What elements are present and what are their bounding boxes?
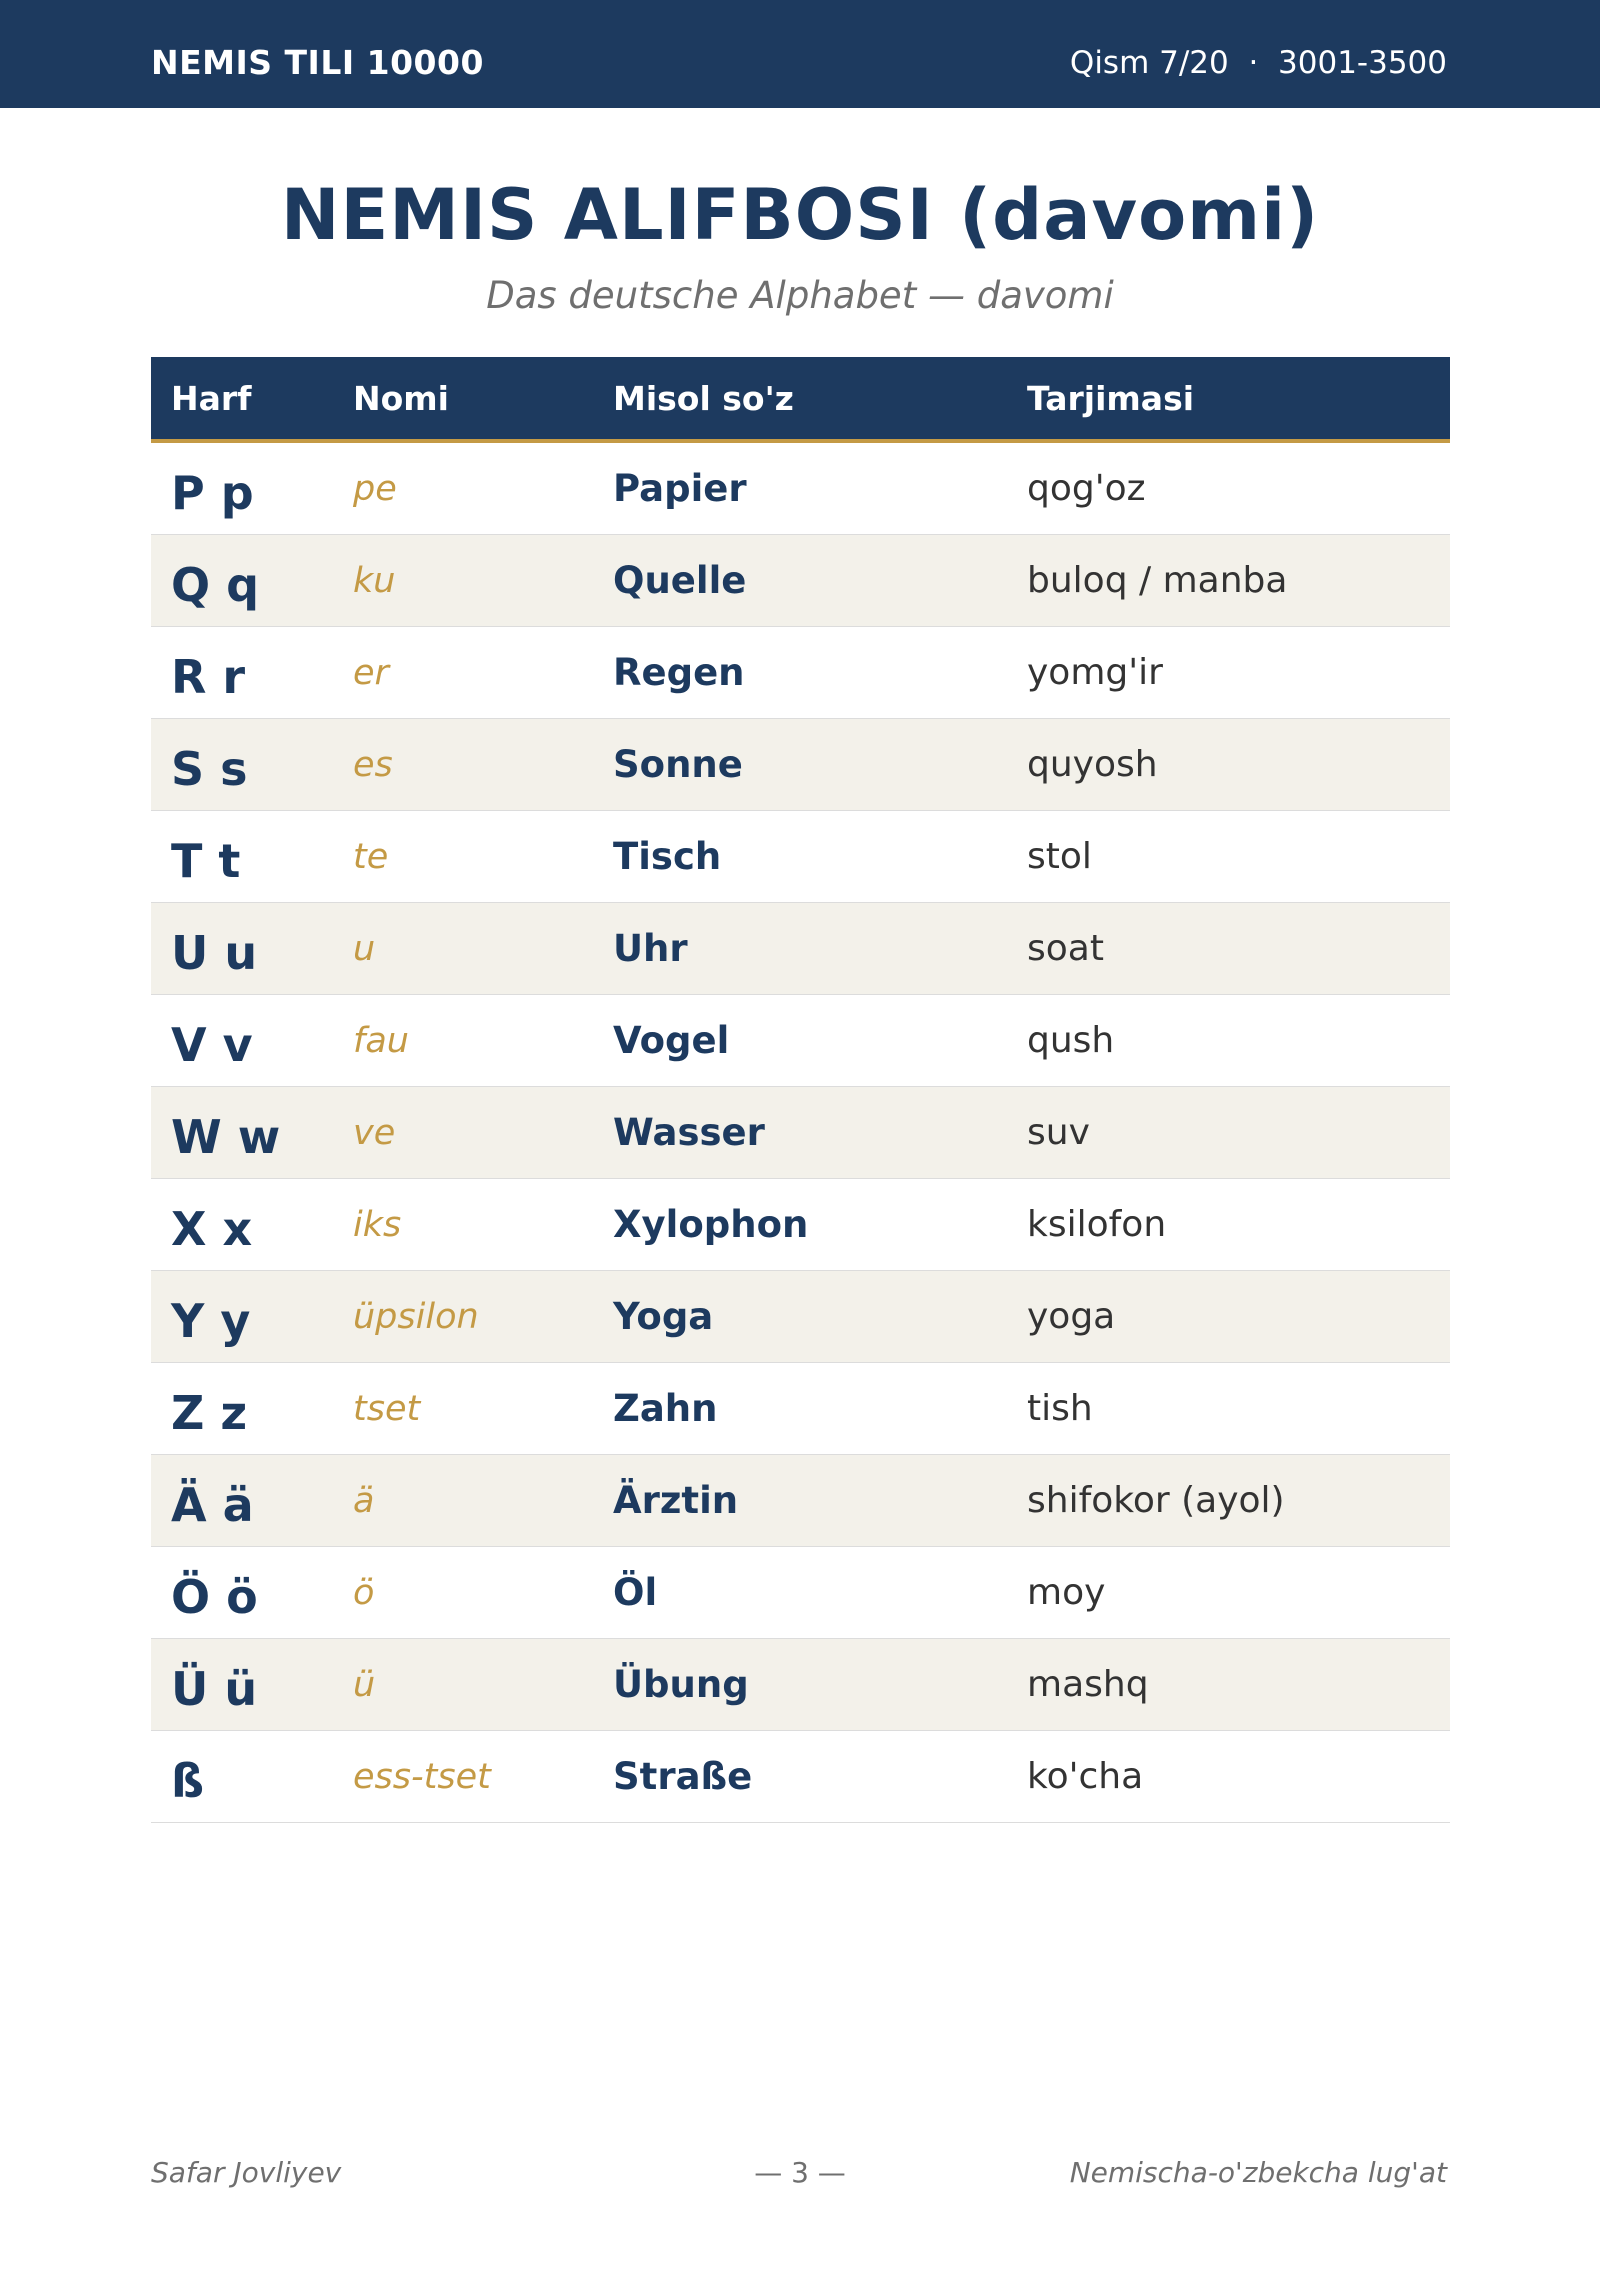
- letter-cell: W w: [151, 1087, 333, 1179]
- example-word-cell: Tisch: [593, 811, 1007, 903]
- translation-cell: qush: [1007, 995, 1450, 1087]
- letter-name-cell: tset: [333, 1363, 593, 1455]
- table-row: [151, 1547, 1450, 1639]
- footer-page-number: — 3 —: [754, 2156, 846, 2189]
- table-row: [151, 903, 1450, 995]
- translation-cell: soat: [1007, 903, 1450, 995]
- brand-title: NEMIS TILI 10000: [151, 43, 484, 82]
- letter-name-cell: ä: [333, 1455, 593, 1547]
- letter-cell: Y y: [151, 1271, 333, 1363]
- example-word-cell: Öl: [593, 1547, 1007, 1639]
- column-header-name: Nomi: [333, 357, 593, 441]
- letter-cell: Q q: [151, 535, 333, 627]
- translation-cell: tish: [1007, 1363, 1450, 1455]
- alphabet-table: [151, 357, 1450, 1823]
- translation-cell: yoga: [1007, 1271, 1450, 1363]
- column-header-letter: Harf: [151, 357, 333, 441]
- table-row: [151, 535, 1450, 627]
- example-word-cell: Straße: [593, 1731, 1007, 1823]
- translation-cell: ksilofon: [1007, 1179, 1450, 1271]
- letter-name-cell: ess-tset: [333, 1731, 593, 1823]
- example-word-cell: Uhr: [593, 903, 1007, 995]
- example-word-cell: Quelle: [593, 535, 1007, 627]
- footer-book-title: Nemischa-o'zbekcha lug'at: [1069, 2156, 1447, 2189]
- letter-name-cell: ü: [333, 1639, 593, 1731]
- translation-cell: yomg'ir: [1007, 627, 1450, 719]
- page-title: NEMIS ALIFBOSI (davomi): [280, 174, 1320, 256]
- table-row: [151, 1087, 1450, 1179]
- letter-cell: T t: [151, 811, 333, 903]
- letter-name-cell: er: [333, 627, 593, 719]
- letter-name-cell: u: [333, 903, 593, 995]
- column-header-example: Misol so'z: [593, 357, 1007, 441]
- letter-cell: Ö ö: [151, 1547, 333, 1639]
- example-word-cell: Vogel: [593, 995, 1007, 1087]
- translation-cell: shifokor (ayol): [1007, 1455, 1450, 1547]
- letter-name-cell: ve: [333, 1087, 593, 1179]
- letter-name-cell: ku: [333, 535, 593, 627]
- translation-cell: mashq: [1007, 1639, 1450, 1731]
- letter-cell: P p: [151, 441, 333, 535]
- table-row: [151, 719, 1450, 811]
- letter-name-cell: fau: [333, 995, 593, 1087]
- example-word-cell: Sonne: [593, 719, 1007, 811]
- letter-cell: X x: [151, 1179, 333, 1271]
- example-word-cell: Zahn: [593, 1363, 1007, 1455]
- translation-cell: moy: [1007, 1547, 1450, 1639]
- letter-cell: Z z: [151, 1363, 333, 1455]
- letter-cell: S s: [151, 719, 333, 811]
- translation-cell: stol: [1007, 811, 1450, 903]
- letter-name-cell: ö: [333, 1547, 593, 1639]
- letter-name-cell: iks: [333, 1179, 593, 1271]
- table-row: [151, 627, 1450, 719]
- table-row: [151, 1363, 1450, 1455]
- table-row: [151, 1455, 1450, 1547]
- table-row: [151, 1731, 1450, 1823]
- example-word-cell: Ärztin: [593, 1455, 1007, 1547]
- letter-cell: ß: [151, 1731, 333, 1823]
- letter-name-cell: üpsilon: [333, 1271, 593, 1363]
- translation-cell: qog'oz: [1007, 441, 1450, 535]
- letter-cell: V v: [151, 995, 333, 1087]
- example-word-cell: Übung: [593, 1639, 1007, 1731]
- letter-cell: Ä ä: [151, 1455, 333, 1547]
- page-subtitle: Das deutsche Alphabet — davomi: [486, 274, 1114, 317]
- example-word-cell: Papier: [593, 441, 1007, 535]
- letter-cell: R r: [151, 627, 333, 719]
- letter-name-cell: pe: [333, 441, 593, 535]
- translation-cell: suv: [1007, 1087, 1450, 1179]
- letter-name-cell: es: [333, 719, 593, 811]
- example-word-cell: Yoga: [593, 1271, 1007, 1363]
- table-row: [151, 811, 1450, 903]
- letter-name-cell: te: [333, 811, 593, 903]
- table-header-row: [151, 357, 1450, 441]
- translation-cell: ko'cha: [1007, 1731, 1450, 1823]
- table-row: [151, 1179, 1450, 1271]
- table-row: [151, 1271, 1450, 1363]
- letter-cell: Ü ü: [151, 1639, 333, 1731]
- part-info: Qism 7/20 · 3001-3500: [1069, 45, 1447, 81]
- table-row: [151, 995, 1450, 1087]
- letter-cell: U u: [151, 903, 333, 995]
- column-header-translation: Tarjimasi: [1007, 357, 1450, 441]
- footer-author: Safar Jovliyev: [151, 2156, 342, 2189]
- example-word-cell: Regen: [593, 627, 1007, 719]
- translation-cell: quyosh: [1007, 719, 1450, 811]
- table-row: [151, 441, 1450, 535]
- example-word-cell: Xylophon: [593, 1179, 1007, 1271]
- example-word-cell: Wasser: [593, 1087, 1007, 1179]
- header-bar: [0, 0, 1600, 108]
- table-row: [151, 1639, 1450, 1731]
- translation-cell: buloq / manba: [1007, 535, 1450, 627]
